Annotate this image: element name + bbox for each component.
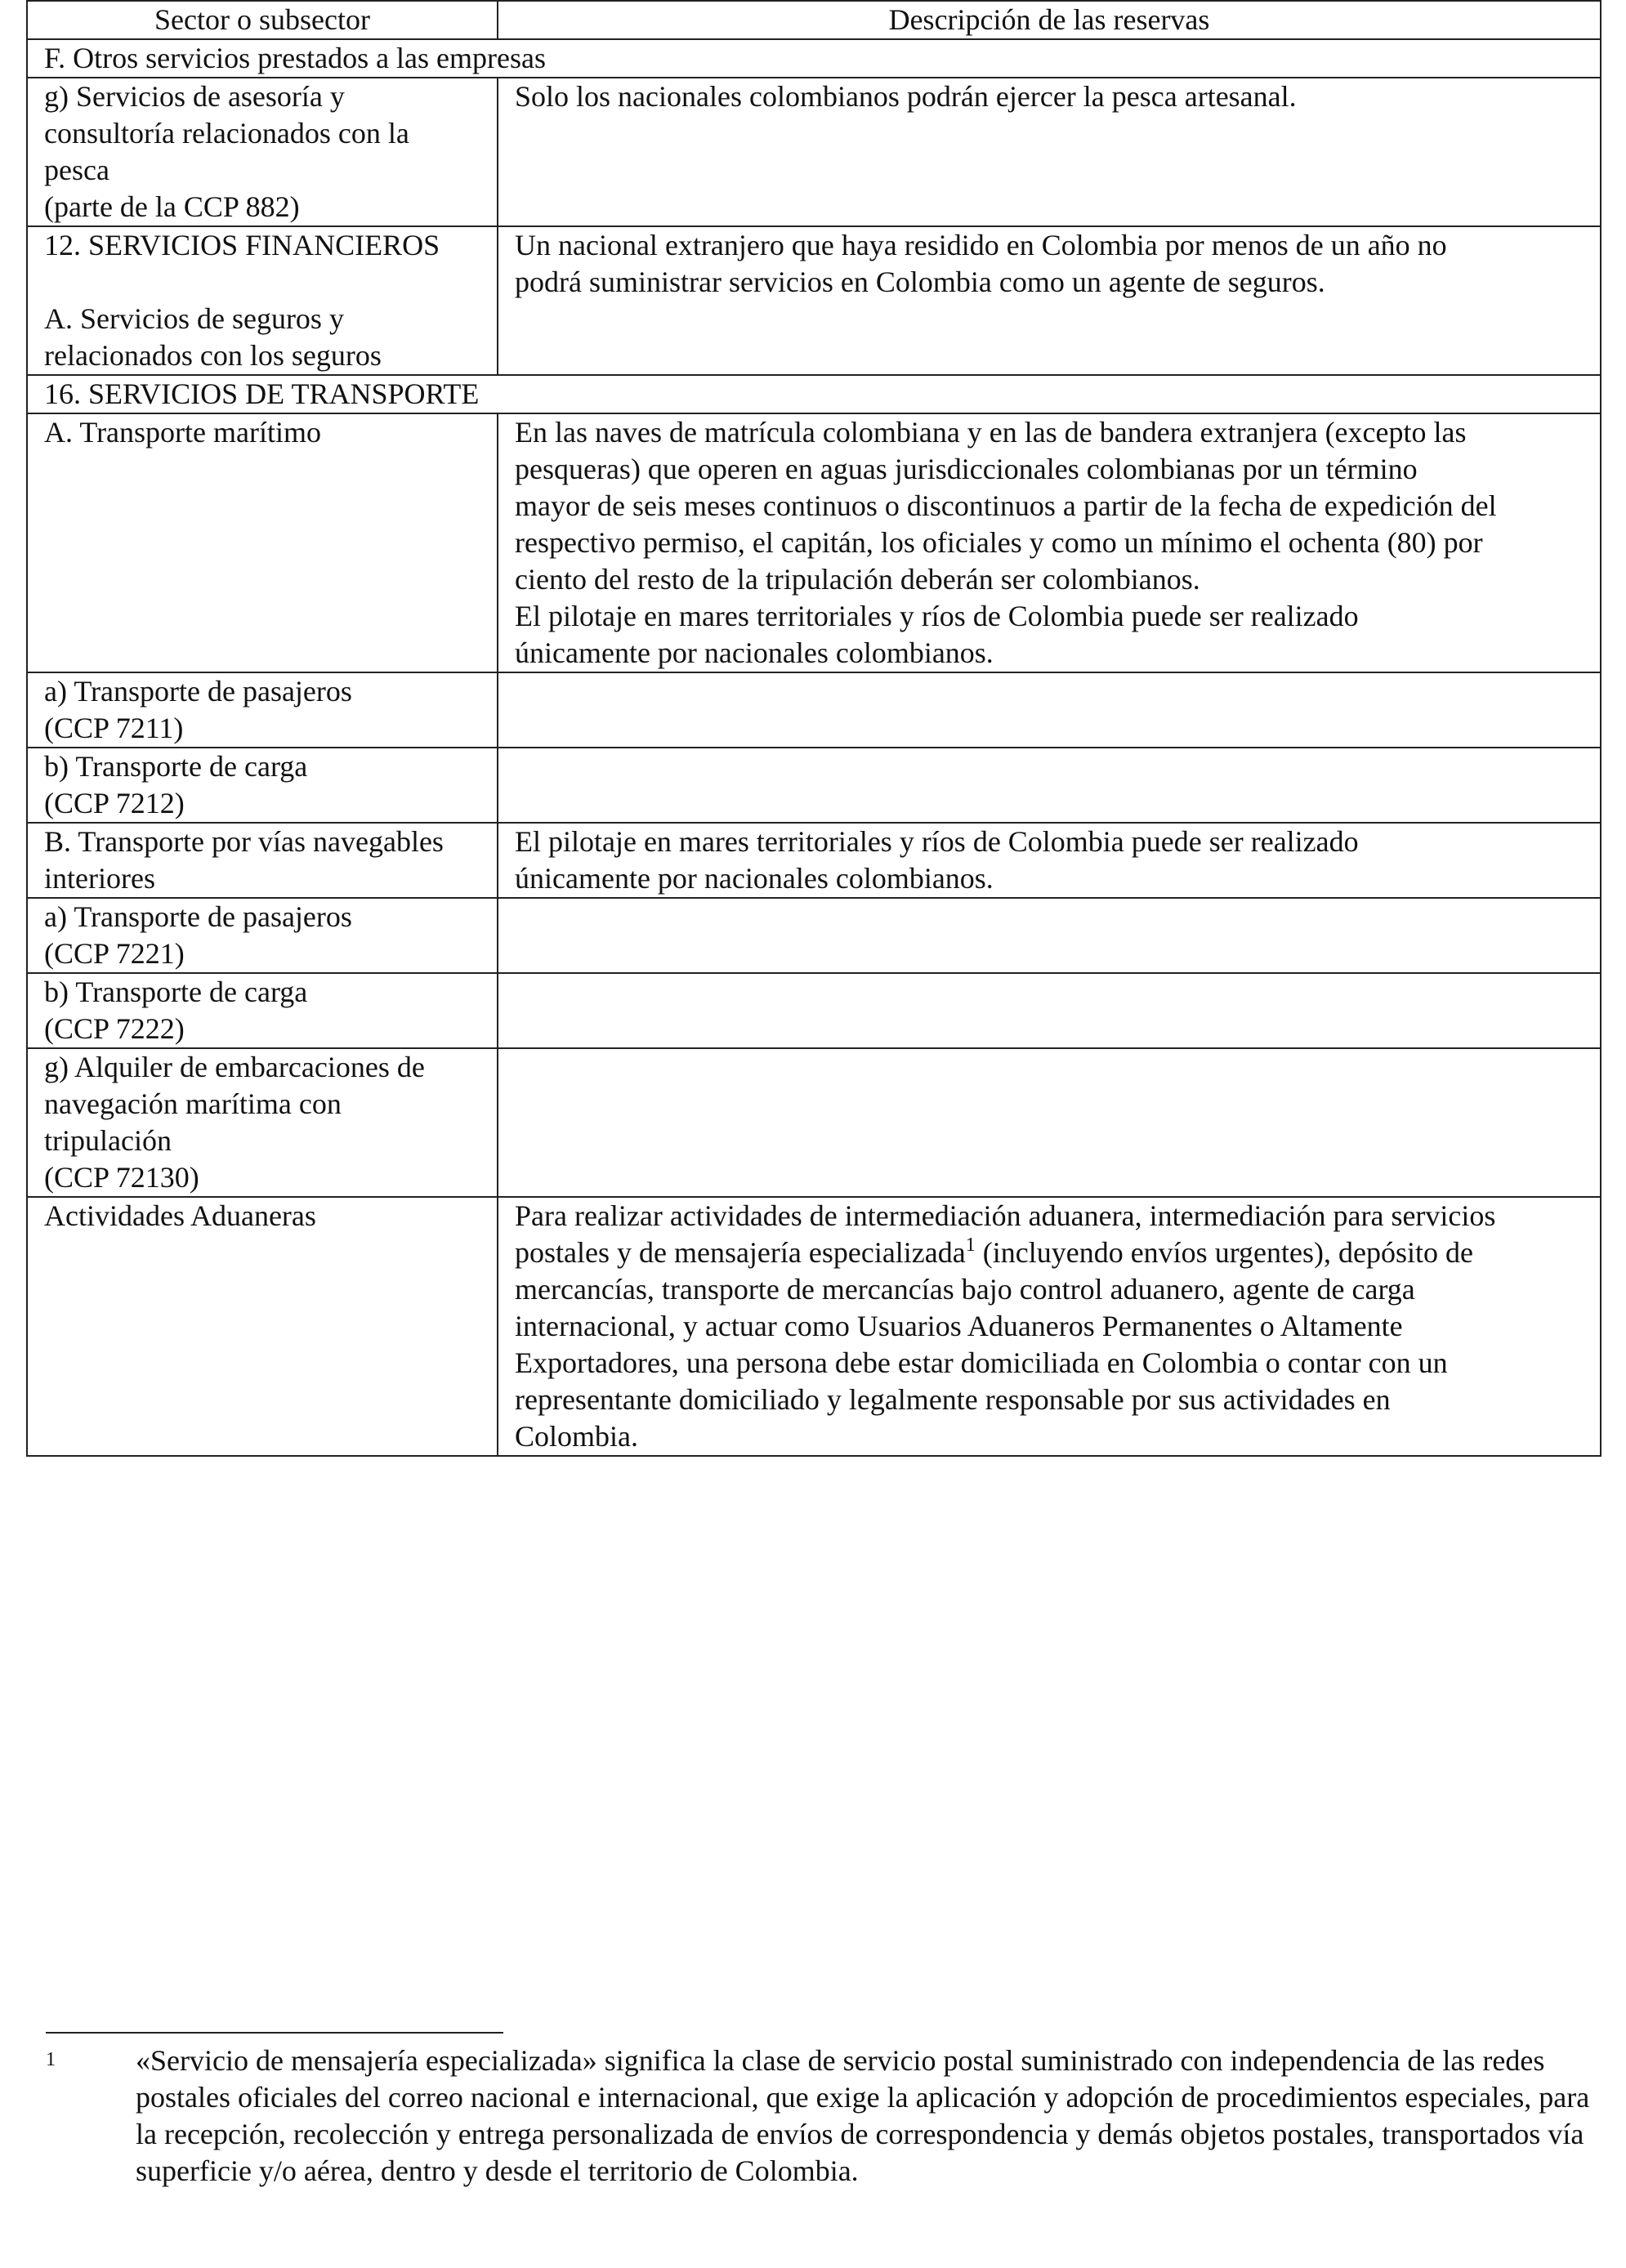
section-row: [27, 39, 1601, 78]
description-cell: Un nacional extranjero que haya residido en Colombia por menos de un año no podrá suministrar servicios en Colombia como un agente de seguros.: [498, 226, 1601, 375]
footnote-text: «Servicio de mensajería especializada» significa la clase de servicio postal suministrado con independencia de las redes postales oficiales del correo nacional e internacional, que exige la aplicación y adopción de procedimientos especiales, para la recepción, recolección y entrega personalizada de envíos de correspondencia y demás objetos postales, transportados vía superficie y/o aérea, dentro y desde el territorio de Colombia.: [136, 2044, 1590, 2187]
section-label: F. Otros servicios prestados a las empresas: [27, 39, 1601, 78]
table-row: [27, 226, 1601, 375]
footnote-reference: 1: [965, 1234, 976, 1256]
sector-cell: a) Transporte de pasajeros (CCP 7211): [27, 672, 498, 748]
footnote-separator: [46, 2032, 503, 2034]
table-row: [27, 973, 1601, 1048]
sector-cell: b) Transporte de carga (CCP 7212): [27, 748, 498, 823]
description-cell: Solo los nacionales colombianos podrán ejercer la pesca artesanal.: [498, 78, 1601, 226]
table-row: [27, 748, 1601, 823]
table-row: [27, 898, 1601, 973]
section-label: 16. SERVICIOS DE TRANSPORTE: [27, 375, 1601, 413]
table-row: [27, 78, 1601, 226]
description-cell: El pilotaje en mares territoriales y ríos de Colombia puede ser realizado únicamente por nacionales colombianos.: [498, 823, 1601, 898]
sector-cell: b) Transporte de carga (CCP 7222): [27, 973, 498, 1048]
description-cell: [498, 672, 1601, 748]
sector-cell: g) Servicios de asesoría y consultoría relacionados con la pesca (parte de la CCP 882): [27, 78, 498, 226]
table-header-row: [27, 1, 1601, 39]
description-cell: [498, 748, 1601, 823]
reservations-table: [26, 0, 1601, 1457]
header-sector: Sector o subsector: [27, 1, 498, 39]
description-cell: [498, 1197, 1601, 1456]
table-row: [27, 1197, 1601, 1456]
sector-cell: 12. SERVICIOS FINANCIEROS A. Servicios de seguros y relacionados con los seguros: [27, 226, 498, 375]
description-cell: En las naves de matrícula colombiana y en las de bandera extranjera (excepto las pesqueras) que operen en aguas jurisdiccionales colombianas por un término mayor de seis meses continuos o discontinuos a partir de la fecha de expedición del respectivo permiso, el capitán, los oficiales y como un mínimo el ochenta (80) por ciento del resto de la tripulación deberán ser colombianos. El pilotaje en mares territoriales y ríos de Colombia puede ser realizado únicamente por nacionales colombianos.: [498, 413, 1601, 672]
sector-cell: B. Transporte por vías navegables interiores: [27, 823, 498, 898]
description-cell: [498, 973, 1601, 1048]
sector-cell: A. Transporte marítimo: [27, 413, 498, 672]
section-row: [27, 375, 1601, 413]
description-text: (incluyendo envíos urgentes), depósito de mercancías, transporte de mercancías bajo control aduanero, agente de carga internacional, y actuar como Usuarios Aduaneros Permanentes o Altamente Exportadores, una persona debe estar domiciliada en Colombia o contar con un representante domiciliado y legalmente responsable por sus actividades en Colombia.: [515, 1236, 1473, 1453]
table-row: [27, 1048, 1601, 1197]
sector-cell: Actividades Aduaneras: [27, 1197, 498, 1456]
header-description: Descripción de las reservas: [498, 1, 1601, 39]
description-text: Para realizar actividades de intermediación aduanera, intermediación para servicios postales y de mensajería especializada: [515, 1199, 1496, 1269]
sector-cell: g) Alquiler de embarcaciones de navegación marítima con tripulación (CCP 72130): [27, 1048, 498, 1197]
footnote-number: 1: [46, 2049, 56, 2070]
table-row: [27, 823, 1601, 898]
description-cell: [498, 898, 1601, 973]
table-row: [27, 413, 1601, 672]
table-row: [27, 672, 1601, 748]
sector-cell: a) Transporte de pasajeros (CCP 7221): [27, 898, 498, 973]
description-cell: [498, 1048, 1601, 1197]
